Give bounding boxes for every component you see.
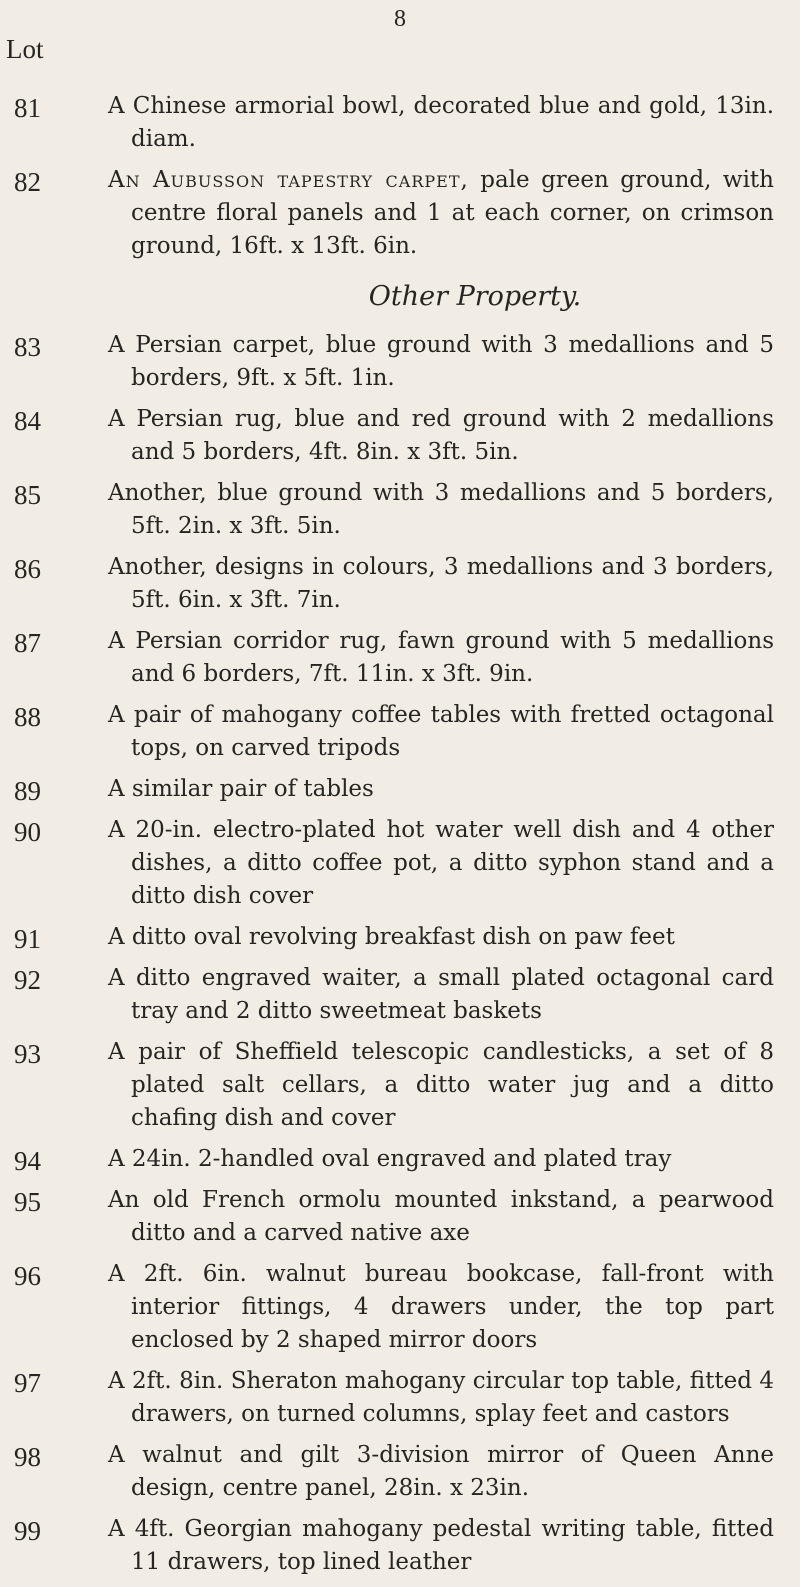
lot-entry xyxy=(0,773,800,806)
lot-number: 96 xyxy=(14,1261,41,1291)
lot-number: 97 xyxy=(14,1368,41,1398)
lot-entry xyxy=(0,625,800,691)
lot-description-rest: pale green ground, with centre floral panels and 1 at each corner, on crimson ground, 16ft. x 13ft. 6in. xyxy=(131,167,774,259)
lot-entry xyxy=(0,90,800,156)
lot-entry xyxy=(0,1513,800,1579)
lot-description: Another, blue ground with 3 medallions and 5 borders, 5ft. 2in. x 3ft. 5in. xyxy=(108,480,774,539)
lot-entry xyxy=(0,403,800,469)
lot-entry xyxy=(0,551,800,617)
lot-description: A Persian rug, blue and red ground with 2 medallions and 5 borders, 4ft. 8in. x 3ft. 5in. xyxy=(108,406,774,465)
lot-number: 88 xyxy=(14,702,41,732)
lot-description: A pair of Sheffield telescopic candlesticks, a set of 8 plated salt cellars, a ditto water jug and a ditto chafing dish and cover xyxy=(108,1039,774,1131)
lot-entry xyxy=(0,699,800,765)
lot-number: 94 xyxy=(14,1146,41,1176)
lot-description: A ditto oval revolving breakfast dish on paw feet xyxy=(108,924,675,950)
lot-description: A walnut and gilt 3-division mirror of Queen Anne design, centre panel, 28in. x 23in. xyxy=(108,1442,774,1501)
lot-entry xyxy=(0,477,800,543)
lot-number: 95 xyxy=(14,1187,41,1217)
lot-number: 89 xyxy=(14,776,41,806)
lot-description: A pair of mahogany coffee tables with fretted octagonal tops, on carved tripods xyxy=(108,702,774,761)
lot-number: 84 xyxy=(14,406,41,436)
lot-entry xyxy=(0,164,800,263)
lot-description: A 4ft. Georgian mahogany pedestal writing table, fitted 11 drawers, top lined leather xyxy=(108,1516,774,1575)
lot-description: A 2ft. 8in. Sheraton mahogany circular top table, fitted 4 drawers, on turned columns, splay feet and castors xyxy=(108,1368,774,1427)
lot-entry xyxy=(0,1184,800,1250)
lot-lead: An Aubusson tapestry carpet, xyxy=(108,167,469,193)
lot-entry xyxy=(0,1143,800,1176)
lot-entry xyxy=(0,1258,800,1357)
page-number: 8 xyxy=(394,6,406,32)
lot-column-header: Lot xyxy=(6,34,44,64)
lot-entry xyxy=(0,1439,800,1505)
lot-description: A similar pair of tables xyxy=(108,776,374,802)
lot-number: 98 xyxy=(14,1442,41,1472)
lot-entry xyxy=(0,329,800,395)
lot-entry xyxy=(0,814,800,913)
lots-container xyxy=(0,329,800,1587)
lot-entry xyxy=(0,921,800,954)
lot-description: A 20-in. electro-plated hot water well dish and 4 other dishes, a ditto coffee pot, a ditto syphon stand and a ditto dish cover xyxy=(108,817,774,909)
lot-description xyxy=(108,164,774,263)
lot-number: 83 xyxy=(14,332,41,362)
catalogue-list xyxy=(0,90,800,1587)
lot-description: A 24in. 2-handled oval engraved and plated tray xyxy=(108,1146,672,1172)
lot-number: 99 xyxy=(14,1516,41,1546)
lot-description: A Persian corridor rug, fawn ground with 5 medallions and 6 borders, 7ft. 11in. x 3ft. 9in. xyxy=(108,628,774,687)
lot-description: A Chinese armorial bowl, decorated blue and gold, 13in. diam. xyxy=(108,93,774,152)
lot-description: A Persian carpet, blue ground with 3 medallions and 5 borders, 9ft. x 5ft. 1in. xyxy=(108,332,774,391)
lot-number: 92 xyxy=(14,965,41,995)
lot-number: 82 xyxy=(14,167,41,197)
lot-entry xyxy=(0,1365,800,1431)
lot-description: An old French ormolu mounted inkstand, a pearwood ditto and a carved native axe xyxy=(108,1187,774,1246)
lot-number: 90 xyxy=(14,817,41,847)
lot-number: 87 xyxy=(14,628,41,658)
lot-description: A ditto engraved waiter, a small plated octagonal card tray and 2 ditto sweetmeat baskets xyxy=(108,965,774,1024)
lot-number: 86 xyxy=(14,554,41,584)
lot-number: 81 xyxy=(14,93,41,123)
lot-number: 93 xyxy=(14,1039,41,1069)
lot-number: 85 xyxy=(14,480,41,510)
lot-description: Another, designs in colours, 3 medallions and 3 borders, 5ft. 6in. x 3ft. 7in. xyxy=(108,554,774,613)
lot-entry xyxy=(0,1036,800,1135)
lot-entry xyxy=(0,962,800,1028)
section-title: Other Property. xyxy=(368,281,582,312)
lot-number: 91 xyxy=(14,924,41,954)
lot-description: A 2ft. 6in. walnut bureau bookcase, fall-front with interior fittings, 4 drawers under, the top part enclosed by 2 shaped mirror doors xyxy=(108,1261,774,1353)
